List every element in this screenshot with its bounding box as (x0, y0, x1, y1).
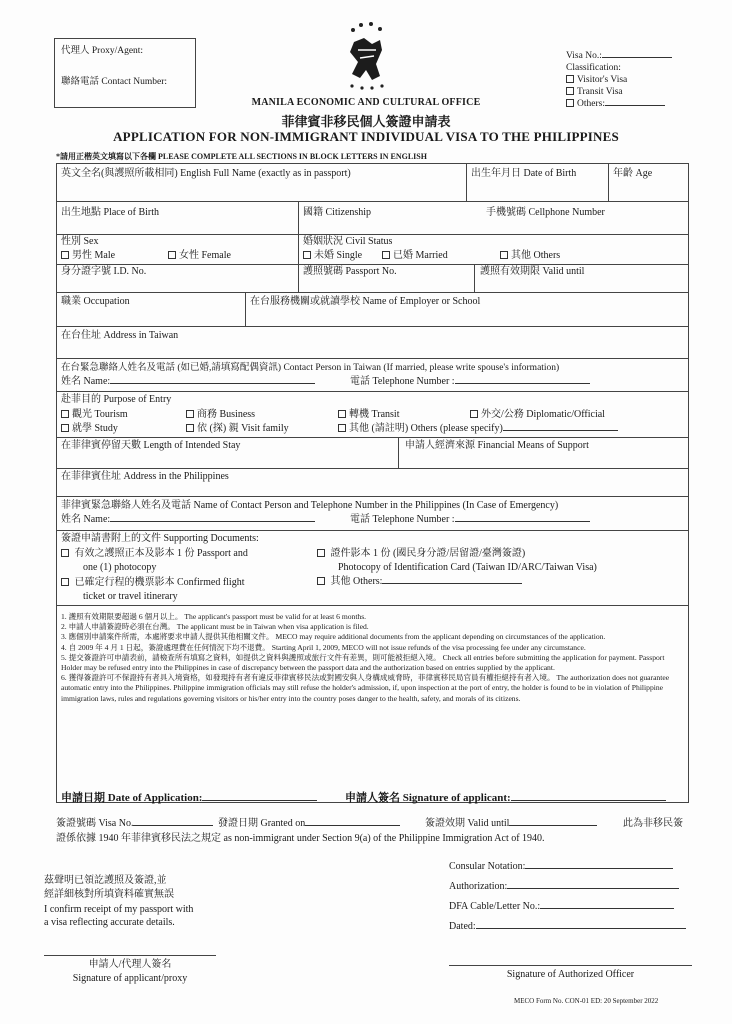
visit-family-option[interactable] (186, 423, 289, 435)
visa-no-field[interactable] (566, 50, 672, 62)
title-chinese: 菲律賓非移民個人簽證申請表 (281, 114, 451, 129)
occupation-label: 職業 Occupation (61, 296, 130, 307)
proxy-agent-label: 代理人 Proxy/Agent: (61, 46, 144, 56)
doc-flight-label: 已確定行程的機票影本 Confirmed flight (74, 577, 245, 588)
doc-others-label: 其他 Others: (330, 576, 383, 587)
contact-taiwan-label: 在台緊急聯絡人姓名及電話 (如已婚,請填寫配偶資訊) Contact Person in Taiwan (If married, please write spouse's information) (61, 363, 560, 373)
granted-on-field[interactable] (218, 818, 400, 830)
female-label: 女性 Female (179, 250, 231, 261)
visit-family-checkbox[interactable] (186, 424, 194, 432)
doc-passport-option[interactable] (61, 548, 248, 560)
confirm-zh-line-1: 茲聲明已領訖護照及簽證,並 (44, 875, 167, 886)
visitor-visa-label: Visitor's Visa (577, 75, 628, 85)
length-stay-label: 在菲律賓停留天數 Length of Intended Stay (61, 440, 241, 451)
signature-of-applicant-field[interactable] (345, 789, 666, 805)
office-visa-no-field[interactable] (56, 818, 213, 830)
tourism-label: 觀光 Tourism (72, 409, 128, 420)
visit-family-label: 依 (探) 親 Visit family (197, 423, 289, 434)
study-checkbox[interactable] (61, 424, 69, 432)
page-title: APPLICATION FOR NON-IMMIGRANT INDIVIDUAL VISA TO THE PHILIPPINES (113, 129, 619, 144)
contact-taiwan-tel-field[interactable] (350, 376, 590, 388)
married-label: 已婚 Married (393, 250, 448, 261)
others-visa-label: Others: (577, 99, 605, 109)
contact-ph-name-label: 姓名 Name: (61, 514, 111, 525)
cellphone-label: 手機號碼 Cellphone Number (486, 207, 605, 218)
dfa-cable-field[interactable] (449, 901, 674, 913)
transit-visa-label: Transit Visa (577, 87, 623, 97)
contact-taiwan-tel-label: 電話 Telephone Number : (350, 376, 455, 387)
office-visa-no-label: 簽證號碼 Visa No. (56, 818, 134, 829)
transit-option[interactable] (338, 409, 399, 421)
study-option[interactable] (61, 423, 118, 435)
female-checkbox[interactable] (168, 251, 176, 259)
applicant-proxy-signature-line[interactable] (44, 955, 216, 956)
purpose-others-label: 其他 (請註明) Others (please specify) (349, 423, 503, 434)
doc-passport-label: 有效之護照正本及影本 1 份 Passport and (74, 548, 248, 559)
employer-label: 在台服務機關或就讀學校 Name of Employer or School (250, 296, 481, 307)
tourism-option[interactable] (61, 409, 128, 421)
contact-number-label: 聯絡電話 Contact Number: (61, 77, 168, 87)
business-label: 商務 Business (197, 409, 256, 420)
sig-proxy-zh: 申請人/代理人簽名 (88, 959, 172, 970)
married-checkbox[interactable] (382, 251, 390, 259)
purpose-label: 赴菲目的 Purpose of Entry (61, 394, 172, 405)
financial-means-label: 申請人經濟來源 Financial Means of Support (405, 440, 589, 451)
doc-others-option[interactable] (317, 576, 522, 588)
civil-others-option[interactable] (500, 250, 560, 262)
place-of-birth-label: 出生地點 Place of Birth (61, 207, 160, 218)
office-valid-until-field[interactable] (425, 818, 597, 830)
doc-flight-option[interactable] (61, 577, 245, 589)
application-form-table (56, 163, 689, 803)
doc-id-option[interactable] (317, 548, 525, 560)
confirm-en-line-1: I confirm receipt of my passport with (44, 904, 194, 915)
business-option[interactable] (186, 409, 255, 421)
office-valid-until-label: 簽證效期 Valid until (425, 818, 510, 829)
note-item: 1. 護照有效期限要超過 6 個月以上。 The applicant's passport must be valid for at least 6 months. (61, 612, 367, 621)
married-option[interactable] (382, 250, 448, 262)
id-no-label: 身分證字號 I.D. No. (61, 266, 147, 277)
diplomatic-label: 外交/公務 Diplomatic/Official (481, 409, 605, 420)
doc-flight-label-2: ticket or travel itinerary (83, 591, 178, 602)
purpose-others-checkbox[interactable] (338, 424, 346, 432)
officer-signature-line[interactable] (449, 965, 692, 966)
doc-passport-label-2: one (1) photocopy (83, 562, 157, 573)
dfa-cable-label: DFA Cable/Letter No.: (449, 901, 541, 912)
address-ph-label: 在菲律賓住址 Address in the Philippines (61, 471, 229, 482)
transit-checkbox[interactable] (338, 410, 346, 418)
male-checkbox[interactable] (61, 251, 69, 259)
doc-id-label: 證件影本 1 份 (國民身分證/居留證/臺灣簽證) (330, 548, 526, 559)
contact-ph-tel-label: 電話 Telephone Number : (350, 514, 455, 525)
visa-no-label: Visa No.: (566, 51, 602, 61)
full-name-label: 英文全名(與護照所載相同) English Full Name (exactly as in passport) (61, 168, 351, 179)
transit-visa-checkbox[interactable] (566, 87, 574, 95)
sex-label: 性別 Sex (61, 236, 99, 247)
form-number: MECO Form No. CON-01 ED: 20 September 2022 (514, 997, 659, 1005)
note-item: 5. 提交簽證許可申請表前，請檢查所有填寫之資料，如提供之資料與護照或旅行文件有差異，則可能被拒絕入境。 Check all entries before submitting the application for payment. Passport Holder may be refused entry into the Philippines in case of discrepancy between the passport data and the authorization based on entries supplied by the applicant. (61, 652, 665, 673)
consular-notation-label: Consular Notation: (449, 861, 526, 872)
citizenship-label: 國籍 Citizenship (303, 207, 372, 218)
authorization-label: Authorization: (449, 881, 508, 892)
male-label: 男性 Male (72, 250, 116, 261)
passport-valid-label: 護照有效期限 Valid until (480, 266, 585, 277)
study-label: 就學 Study (72, 423, 118, 434)
consular-notation-field[interactable] (449, 861, 673, 873)
non-immigrant-zh-label: 此為非移民簽 (623, 818, 683, 829)
address-taiwan-label: 在台住址 Address in Taiwan (61, 330, 179, 341)
note-item: 6. 獲得簽證許可不保證持有者具入境資格，如發現持有者有違反菲律賓移民法或對國安與人身構成威脅時，菲律賓移民局官員有權拒絕持有者入境。 The authorization does not guarantee automatic entry into the Philippines. Philippine immigration officials may still refuse the holder's admission, if, upon inspection at the port of entry, the holder is found to be in violation of Philippine immigration laws, rules and regulations governing visitors or his/her entry into the country poses danger to the health, safety, and morals of its citizens. (61, 673, 670, 703)
contact-taiwan-name-field[interactable] (61, 376, 315, 388)
civil-status-label: 婚姻狀況 Civil Status (303, 236, 393, 247)
confirm-en-line-2: a visa reflecting accurate details. (44, 917, 175, 928)
single-checkbox[interactable] (303, 251, 311, 259)
contact-ph-name-field[interactable] (61, 514, 315, 526)
confirm-zh-line-2: 經詳細核對所填資料確實無誤 (44, 889, 174, 900)
doc-flight-checkbox[interactable] (61, 578, 69, 586)
sig-proxy-en: Signature of applicant/proxy (72, 973, 188, 984)
date-of-application-label: 申請日期 Date of Application: (61, 792, 203, 804)
dated-label: Dated: (449, 921, 476, 932)
instruction-text: *請用正楷英文填寫以下各欄 PLEASE COMPLETE ALL SECTIONS IN BLOCK LETTERS IN ENGLISH (56, 152, 427, 161)
single-option[interactable] (303, 250, 362, 262)
meco-logo-icon (342, 20, 392, 92)
contact-ph-tel-field[interactable] (350, 514, 590, 526)
dated-field[interactable] (449, 921, 686, 933)
section-9a-statement: 證係依據 1940 年菲律賓移民法之規定 as non-immigrant under Section 9(a) of the Philippine Immigration Act of 1940. (56, 833, 545, 844)
age-label: 年齡 Age (613, 168, 653, 179)
signature-of-applicant-label: 申請人簽名 Signature of applicant: (345, 792, 511, 804)
date-of-application-field[interactable] (61, 789, 317, 805)
tourism-checkbox[interactable] (61, 410, 69, 418)
female-option[interactable] (168, 250, 231, 262)
classification-label: Classification: (566, 63, 621, 73)
contact-ph-label: 菲律賓緊急聯絡人姓名及電話 Name of Contact Person and Telephone Number in the Philippines (In Case of Emergency) (61, 500, 559, 511)
notes-list (61, 612, 683, 704)
note-item: 4. 自 2009 年 4 月 1 日起，簽證處理費在任何情況下均不退費。 Starting April 1, 2009, MECO will not issue refunds of the visa processing fee under any circumstance. (61, 642, 586, 652)
purpose-others-option[interactable] (338, 423, 618, 435)
passport-no-label: 護照號碼 Passport No. (303, 266, 397, 277)
civil-others-label: 其他 Others (511, 250, 561, 261)
business-checkbox[interactable] (186, 410, 194, 418)
visitor-visa-checkbox[interactable] (566, 75, 574, 83)
supporting-docs-label: 簽證申請書附上的文件 Supporting Documents: (61, 533, 259, 544)
visitor-visa-option[interactable] (566, 74, 627, 86)
diplomatic-option[interactable] (470, 409, 605, 421)
doc-others-checkbox[interactable] (317, 577, 325, 585)
note-item: 2. 申請人申請簽證時必須在台灣。 The applicant must be in Taiwan when visa application is filed. (61, 622, 369, 632)
contact-taiwan-name-label: 姓名 Name: (61, 376, 111, 387)
doc-id-checkbox[interactable] (317, 549, 325, 557)
authorization-field[interactable] (449, 881, 679, 893)
male-option[interactable] (61, 250, 115, 262)
civil-others-checkbox[interactable] (500, 251, 508, 259)
note-item: 3. 應個別申請案件所需，本處將要求申請人提供其他相關文件。 MECO may require additional documents from the applicant depending on circumstances of the application. (61, 632, 606, 642)
diplomatic-checkbox[interactable] (470, 410, 478, 418)
sig-officer-label: Signature of Authorized Officer (506, 969, 635, 980)
dob-label: 出生年月日 Date of Birth (471, 168, 577, 179)
granted-on-label: 發證日期 Granted on (218, 818, 306, 829)
transit-label: 轉機 Transit (349, 409, 400, 420)
doc-id-label-2: Photocopy of Identification Card (Taiwan ID/ARC/Taiwan Visa) (338, 562, 597, 573)
office-name: MANILA ECONOMIC AND CULTURAL OFFICE (251, 97, 481, 108)
single-label: 未婚 Single (314, 250, 363, 261)
doc-passport-checkbox[interactable] (61, 549, 69, 557)
